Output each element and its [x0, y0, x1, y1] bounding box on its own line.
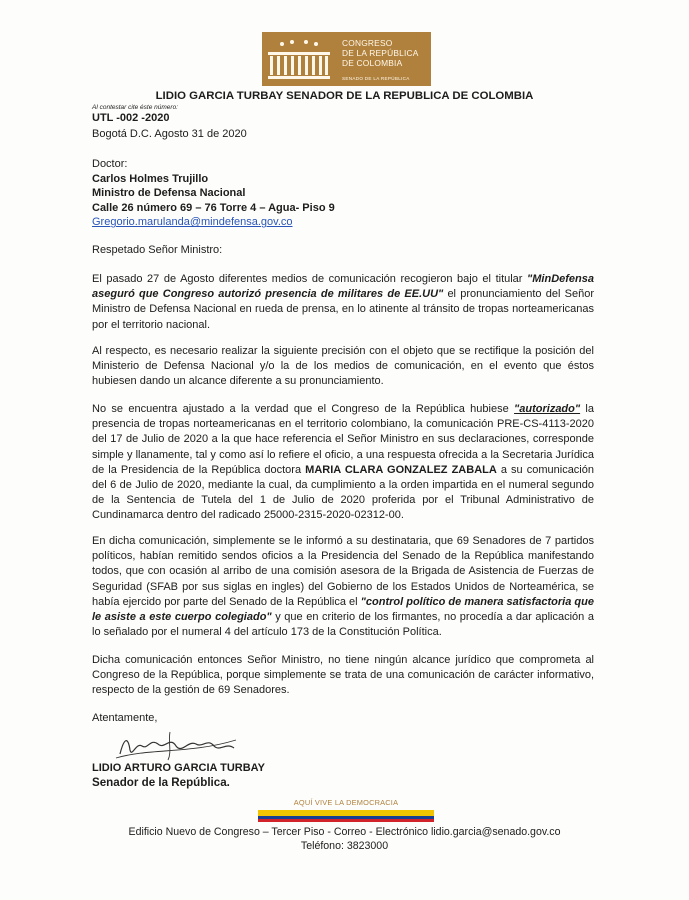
p1-text-c: el pronunciamiento del Señor Ministro de Defensa Nacional en rueda de prensa, en lo atinente al tránsito de tropas norteamericanas por el territorio nacional. — [92, 288, 594, 331]
greeting: Respetado Señor Ministro: — [92, 244, 223, 256]
paragraph-3 — [92, 402, 594, 524]
recipient-title: Doctor: — [92, 158, 128, 170]
p3-authorized-quote: "autorizado" — [514, 403, 581, 415]
reference-number: UTL -002 -2020 — [92, 112, 170, 124]
letterhead-title: LIDIO GARCIA TURBAY SENADOR DE LA REPUBLICA DE COLOMBIA — [155, 90, 534, 102]
paragraph-1 — [92, 272, 594, 333]
logo-line-3: DE COLOMBIA — [342, 58, 403, 68]
footer-address: Edificio Nuevo de Congreso – Tercer Piso - Correo - Electrónico lidio.garcia@senado.gov.co — [128, 826, 561, 838]
signer-title: Senador de la República. — [92, 776, 230, 789]
letter-date: Bogotá D.C. Agosto 31 de 2020 — [92, 128, 247, 140]
paragraph-5: Dicha comunicación entonces Señor Ministro, no tiene ningún alcance jurídico que comprometa al Congreso de la República, porque simplemente se trata de una comunicación de carácter informativo, respecto de la gestión de 69 Senadores. — [92, 654, 594, 697]
p3-text-c: la presencia de tropas norteamericanas en el territorio colombiano, la comunicación PRE-CS-4113-2020 del 17 de Julio de 2020 a la que hace referencia el Señor Ministro en sus declaraciones, corresponde simple y llanamente, tal y como así lo refiere el oficio, a una respuesta ofrecida a la Secretaria Jurídica de la Presidencia de la República doctora — [92, 403, 594, 476]
footer-phone: Teléfono: 3823000 — [300, 840, 389, 852]
p4-text-a: En dicha comunicación, simplemente se le informó a su destinataria, que 69 Senadores de 7 partidos políticos, habían remitido sendos oficios a la Presidencia del Senado de la República manifestando todos, que con ocasión al arribo de una comisión asesora de la Brigada de Asistencia de Fuerzas de Seguridad (SFAB por sus siglas en ingles) del Gobierno de los Estados Unidos de Norteamérica, se había ejercido por parte del Senado de la República el — [92, 535, 594, 608]
recipient-email-link[interactable]: Gregorio.marulanda@mindefensa.gov.co — [92, 216, 293, 229]
p3-text-a: No se encuentra ajustado a la verdad que el Congreso de la República hubiese — [92, 403, 515, 415]
cite-label: Al contestar cite éste número: — [92, 104, 178, 111]
paragraph-2: Al respecto, es necesario realizar la siguiente precisión con el objeto que se rectifique la posición del Ministerio de Defensa Nacional y/o la de los medios de comunicación, en el evento que éstos hubiesen dando un alcance diferente a su pronunciamiento. — [92, 345, 594, 388]
logo-subtitle: SENADO DE LA REPÚBLICA — [342, 76, 410, 81]
p4-control-quote: "control político de manera satisfactoria que le asiste a este cuerpo colegiado" — [92, 595, 594, 624]
handwritten-signature — [110, 728, 240, 762]
p1-headline-quote: "MinDefensa aseguró que Congreso autorizó presencia de militares de EE.UU" — [92, 273, 594, 301]
p4-text-c: y que en criterio de los firmantes, no procedía a dar aplicación a lo señalado por el numeral 4 del artículo 173 de la Constitución Política. — [92, 611, 594, 639]
recipient-address: Calle 26 número 69 – 76 Torre 4 – Agua- Piso 9 — [92, 201, 335, 214]
congress-logo — [262, 32, 431, 86]
p3-person-name: MARIA CLARA GONZALEZ ZABALA — [305, 463, 497, 476]
flag-bar — [258, 810, 434, 822]
recipient-role: Ministro de Defensa Nacional — [92, 187, 246, 200]
p1-text-a: El pasado 27 de Agosto diferentes medios de comunicación recogieron bajo el titular — [92, 273, 528, 285]
recipient-name: Carlos Holmes Trujillo — [92, 172, 209, 185]
capitol-columns-icon — [262, 32, 336, 86]
p3-text-e: a su comunicación del 6 de Julio de 2020, mediante la cual, da cumplimiento a la orden impartida en el numeral segundo de la Sentencia de Tutela del 1 de Julio de 2020 proferida por el Tribunal Administrativo de Cundinamarca dentro del radicado 25000-2315-2020-02312-00. — [92, 463, 594, 522]
closing: Atentamente, — [92, 712, 158, 724]
paragraph-4 — [92, 534, 594, 640]
recipient-block — [92, 157, 335, 230]
logo-line-2: DE LA REPÚBLICA — [342, 48, 419, 58]
signer-name: LIDIO ARTURO GARCIA TURBAY — [92, 762, 265, 774]
footer-slogan: AQUÍ VIVE LA DEMOCRACIA — [293, 798, 399, 807]
logo-text — [342, 38, 419, 68]
logo-line-1: CONGRESO — [342, 38, 393, 48]
